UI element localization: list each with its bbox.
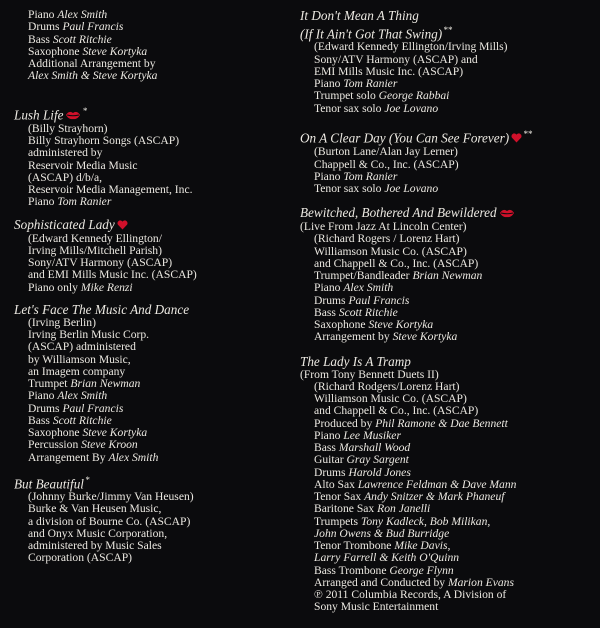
credit-line: Chappell & Co., Inc. (ASCAP): [314, 157, 459, 171]
credit-line: Bass Scott Ritchie: [28, 413, 112, 427]
credit-name: Alex Smith & Steve Kortyka: [28, 69, 158, 83]
credit-line: Sony/ATV Harmony (ASCAP): [28, 256, 173, 270]
heart-icon: [117, 219, 128, 233]
asterisk-mark: **: [523, 128, 533, 139]
heart-icon: [511, 132, 522, 146]
credit-line: Trumpet solo George Rabbai: [314, 89, 450, 103]
credit-line: Arranged and Conducted by Marion Evans: [314, 575, 514, 589]
credit-line: Tenor sax solo Joe Lovano: [314, 101, 439, 115]
song-it-dont-mean-a-thing: [300, 0, 595, 115]
credit-name: Scott Ritchie: [52, 32, 112, 46]
credit-name: Paul Francis: [62, 20, 124, 34]
credit-role: Drums: [28, 20, 60, 34]
credit-line: (Richard Rodgers/Lorenz Hart): [314, 379, 460, 393]
credit-line: Irving Berlin Music Corp.: [28, 328, 150, 342]
song-title: But Beautiful*: [14, 474, 90, 492]
credit-line: (Edward Kennedy Ellington/Irving Mills): [314, 40, 508, 54]
credit-line: (Edward Kennedy Ellington/: [28, 231, 162, 245]
credit-line: (Billy Strayhorn): [28, 121, 108, 135]
credit-line: a division of Bourne Co. (ASCAP): [28, 514, 191, 528]
song-title: Lush Life *: [14, 105, 87, 122]
credit-line: (Johnny Burke/Jimmy Van Heusen): [28, 490, 194, 504]
credit-line: EMI Mills Music Inc. (ASCAP): [314, 64, 464, 78]
song-title-line2: (If It Ain't Got That Swing)**: [300, 25, 453, 42]
asterisk-mark: **: [443, 25, 453, 35]
right-column: [300, 0, 595, 614]
credit-line: Piano Alex Smith: [28, 389, 108, 403]
credit-line: Burke & Van Heusen Music,: [28, 502, 162, 516]
song-lush-life: [14, 104, 286, 209]
credit-name: Alex Smith: [57, 8, 108, 21]
song-title: On A Clear Day (You Can See Forever) **: [300, 128, 533, 146]
song-title: Bewitched, Bothered And Bewildered: [300, 206, 595, 221]
credit-line: Trumpets Tony Kadleck, Bob Milikan,: [314, 514, 491, 528]
credit-line: Saxophone Steve Kortyka: [28, 426, 148, 440]
credit-line: Larry Farrell & Keith O'Quinn: [314, 551, 460, 565]
credit-line: Guitar Gray Sargent: [314, 453, 409, 467]
credit-line: Williamson Music Co. (ASCAP): [314, 244, 467, 258]
song-lady-is-a-tramp: [300, 355, 595, 614]
credit-line: Piano Tom Ranier: [28, 195, 112, 209]
credit-line: Produced by Phil Ramone & Dae Bennett: [314, 416, 508, 430]
credit-line: Drums Paul Francis: [28, 401, 124, 415]
credit-line: Arrangement by Steve Kortyka: [314, 330, 458, 344]
credit-line: Trumpet/Bandleader Brian Newman: [314, 269, 483, 283]
credit-line: Sony/ATV Harmony (ASCAP) and: [314, 52, 478, 66]
credit-line: administered by Music Sales: [28, 539, 162, 553]
credit-line: administered by: [28, 146, 103, 160]
song-lets-face-the-music: [14, 303, 286, 464]
credit-line: Piano Lee Musiker: [314, 428, 401, 442]
credit-line: Bass Scott Ritchie: [314, 305, 398, 319]
credit-line: Tenor sax solo Joe Lovano: [314, 182, 439, 195]
asterisk-mark: *: [84, 474, 90, 485]
credit-line: (Irving Berlin): [28, 315, 96, 329]
credit-line: Reservoir Media Management, Inc.: [28, 183, 193, 197]
credit-line: Corporation (ASCAP): [28, 551, 133, 565]
credit-line: Piano only Mike Renzi: [28, 280, 133, 294]
copyright-line: ℗ 2011 Columbia Records, A Division of: [314, 588, 507, 602]
credit-line: Drums Paul Francis: [314, 293, 410, 307]
lips-icon: [499, 207, 515, 221]
credit-line: Arrangement By Alex Smith: [28, 450, 159, 464]
credit-line: Bass Marshall Wood: [314, 441, 411, 455]
credit-line: Saxophone Steve Kortyka: [314, 318, 434, 332]
credit-line: Piano Tom Ranier: [314, 77, 398, 91]
credit-line: and Onyx Music Corporation,: [28, 526, 168, 540]
credit-line: and Chappell & Co., Inc. (ASCAP): [314, 404, 479, 418]
credit-line: [14, 70, 286, 82]
lips-icon: [65, 109, 81, 123]
credit-line: Bass Trombone George Flynn: [314, 563, 454, 577]
credit-line: (Burton Lane/Alan Jay Lerner): [314, 145, 458, 159]
song-title: The Lady Is A Tramp: [300, 353, 411, 369]
credit-line: Drums Harold Jones: [314, 465, 411, 479]
credit-line: Piano Tom Ranier: [314, 169, 398, 183]
credit-line: Alto Sax Lawrence Feldman & Dave Mann: [314, 477, 517, 491]
credit-line: Reservoir Media Music: [28, 158, 138, 172]
song-subtitle: (From Tony Bennett Duets II): [300, 367, 439, 381]
credit-line: Irving Mills/Mitchell Parish): [28, 243, 162, 257]
credit-line: Tenor Sax Andy Snitzer & Mark Phaneuf: [314, 490, 505, 504]
copyright-line: Sony Music Entertainment: [314, 600, 439, 614]
credit-line: (Richard Rogers / Lorenz Hart): [314, 232, 460, 246]
credit-line: Percussion Steve Kroon: [28, 438, 138, 452]
song-bewitched: [300, 206, 595, 343]
song-title: It Don't Mean A Thing: [300, 8, 419, 23]
credit-role: Bass: [28, 32, 50, 46]
credit-line: John Owens & Bud Burridge: [314, 526, 450, 540]
credit-line: Baritone Sax Ron Janelli: [314, 502, 431, 516]
continued-credits: [14, 0, 286, 83]
credit-role: Piano: [28, 8, 55, 21]
song-sophisticated-lady: [14, 218, 286, 294]
credit-line: Tenor Trombone Mike Davis,: [314, 539, 451, 553]
song-but-beautiful: [14, 473, 286, 565]
credit-role: Saxophone: [28, 44, 80, 58]
credit-line: Additional Arrangement by: [28, 57, 156, 70]
song-title: Let's Face The Music And Dance: [14, 301, 190, 317]
credit-line: Williamson Music Co. (ASCAP): [314, 392, 467, 406]
asterisk-mark: *: [82, 105, 87, 116]
credit-line: and EMI Mills Music Inc. (ASCAP): [28, 268, 197, 282]
credit-name: Steve Kortyka: [82, 44, 148, 58]
left-column: [14, 0, 286, 565]
credit-line: and Chappell & Co., Inc. (ASCAP): [314, 256, 479, 270]
credit-line: by Williamson Music,: [28, 352, 131, 366]
credit-line: Piano Alex Smith: [314, 281, 394, 295]
credit-line: (ASCAP) administered: [28, 340, 136, 354]
song-subtitle: (Live From Jazz At Lincoln Center): [300, 220, 467, 234]
credit-line: an Imagem company: [28, 364, 126, 378]
credit-line: Billy Strayhorn Songs (ASCAP): [28, 134, 180, 148]
credit-line: (ASCAP) d/b/a,: [28, 170, 103, 184]
song-title: Sophisticated Lady: [14, 218, 286, 233]
credit-line: Trumpet Brian Newman: [28, 377, 141, 391]
song-on-a-clear-day: [300, 127, 595, 195]
